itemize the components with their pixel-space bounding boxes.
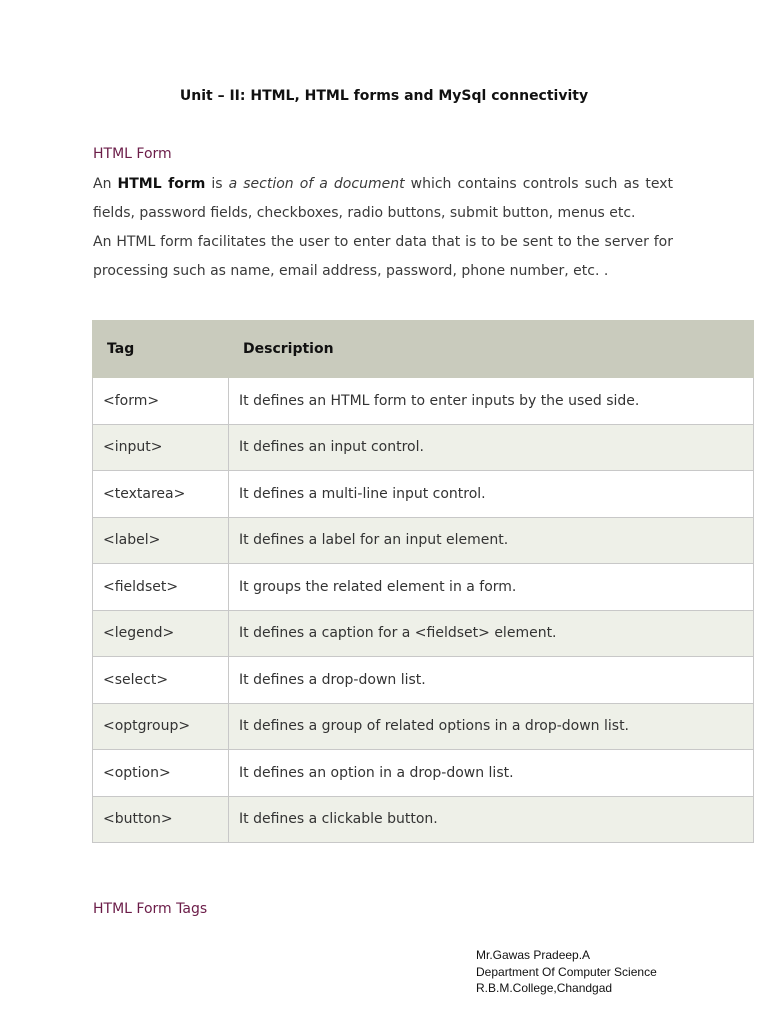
author-footer (476, 947, 657, 997)
author-name: Mr.Gawas Pradeep.A (476, 948, 591, 962)
header-tag: Tag (93, 321, 229, 378)
header-description: Description (229, 321, 754, 378)
table-row (93, 796, 754, 843)
section-heading-form-tags: HTML Form Tags (93, 901, 208, 917)
table-row (93, 378, 754, 425)
tag-cell: <fieldset> (93, 564, 229, 611)
tag-cell: <legend> (93, 610, 229, 657)
page-title: Unit – II: HTML, HTML forms and MySql connectivity (179, 88, 589, 104)
description-cell: It defines an HTML form to enter inputs by the used side. (229, 378, 754, 425)
tag-cell: <form> (93, 378, 229, 425)
tag-cell: <option> (93, 750, 229, 797)
table-row (93, 517, 754, 564)
author-department: Department Of Computer Science (476, 964, 657, 979)
table-row (93, 610, 754, 657)
table-row (93, 564, 754, 611)
tag-cell: <select> (93, 657, 229, 704)
tag-cell: <textarea> (93, 471, 229, 518)
intro-mid: is (205, 176, 229, 192)
intro-paragraph (93, 170, 673, 228)
description-cell: It defines a label for an input element. (229, 517, 754, 564)
description-cell: It defines an input control. (229, 424, 754, 471)
table-row (93, 750, 754, 797)
description-cell: It defines a clickable button. (229, 796, 754, 843)
facilitates-paragraph: An HTML form facilitates the user to enter data that is to be sent to the server for processing such as name, email address, password, phone number, etc. . (93, 234, 673, 279)
intro-suffix: which contains controls such as text fields, password fields, checkboxes, radio buttons, submit button, menus etc. (93, 176, 674, 221)
table-header-row (93, 321, 754, 378)
description-cell: It groups the related element in a form. (229, 564, 754, 611)
intro-prefix: An (93, 176, 118, 192)
table-row (93, 424, 754, 471)
tag-cell: <label> (93, 517, 229, 564)
section-heading-html-form: HTML Form (93, 146, 172, 162)
description-cell: It defines an option in a drop-down list. (229, 750, 754, 797)
author-college: R.B.M.College,Chandgad (476, 981, 613, 995)
table-row (93, 703, 754, 750)
table-row (93, 657, 754, 704)
tag-cell: <optgroup> (93, 703, 229, 750)
tag-cell: <button> (93, 796, 229, 843)
description-cell: It defines a drop-down list. (229, 657, 754, 704)
description-cell: It defines a multi-line input control. (229, 471, 754, 518)
table-row (93, 471, 754, 518)
description-cell: It defines a group of related options in a drop-down list. (229, 703, 754, 750)
description-cell: It defines a caption for a <fieldset> element. (229, 610, 754, 657)
tag-cell: <input> (93, 424, 229, 471)
intro-italic-phrase: a section of a document (228, 176, 405, 192)
intro-bold-term: HTML form (117, 176, 206, 192)
form-tags-table (92, 320, 754, 843)
